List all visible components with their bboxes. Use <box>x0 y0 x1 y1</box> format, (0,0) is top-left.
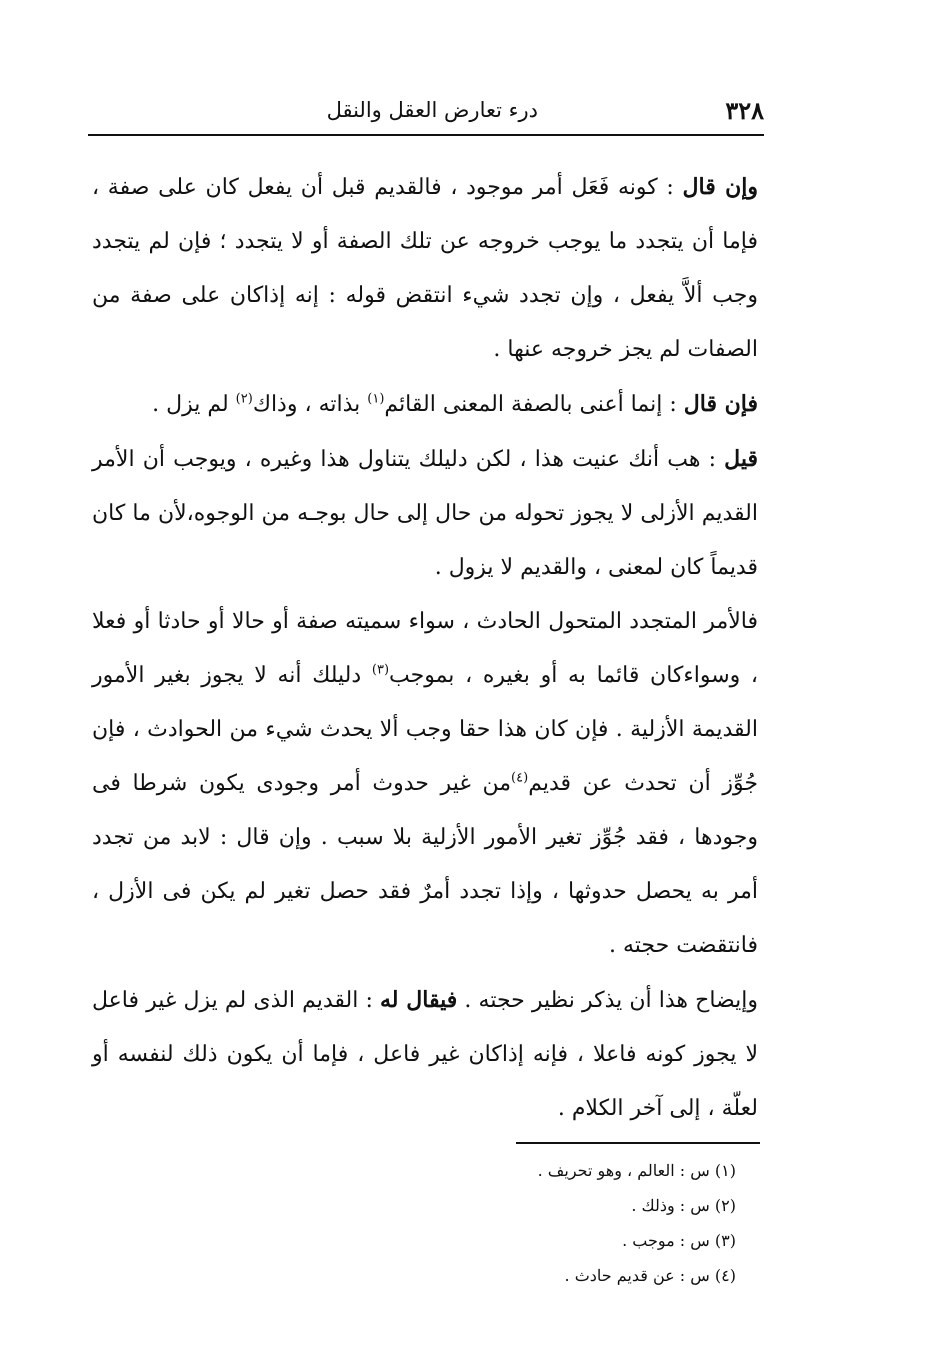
footnote-text: س : العالم ، وهو تحريف . <box>537 1161 710 1180</box>
footnote-text: س : وذلك . <box>631 1196 710 1215</box>
footnote-number: (٢) <box>714 1196 736 1215</box>
paragraph-text: : هب أنك عنيت هذا ، لكن دليلك يتناول هذا وغيره ، ويوجب أن الأمر القديم الأزلى لا يجوز تحوله من حال إلى حال بوجـه من الوجوه،لأن ما كان قديماً كان لمعنى ، والقديم لا يزول . <box>92 447 758 580</box>
paragraph-lead: قيل <box>724 446 758 472</box>
paragraph-lead: وإن قال <box>682 174 758 200</box>
footnote-text: س : عن قديم حادث . <box>564 1266 710 1285</box>
paragraph-2 <box>92 377 758 432</box>
footnote-number: (١) <box>714 1161 736 1180</box>
paragraph-4 <box>92 595 758 973</box>
footnote-ref-2: (٢) <box>235 391 253 407</box>
footnote-4 <box>400 1258 736 1293</box>
footnote-number: (٤) <box>714 1266 736 1285</box>
footnote-ref-1: (١) <box>367 391 385 407</box>
header-rule <box>88 134 764 136</box>
paragraph-text: : كونه فَعَل أمر موجود ، فالقديم قبل أن يفعل كان على صفة ، فإما أن يتجدد ما يوجب خروجه عن تلك الصفة أو لا يتجدد ؛ فإن لم يتجدد وجب ألاَّ يفعل ، وإن تجدد شيء انتقض قوله : إنه إذاكان على صفة من الصفات لم يجز خروجه عنها . <box>92 175 758 362</box>
paragraph-lead: فيقال له <box>380 987 458 1013</box>
footnote-1 <box>400 1153 736 1188</box>
paragraph-text: لم يزل . <box>152 392 229 417</box>
paragraph-5 <box>92 973 758 1136</box>
page-number: ٣٢٨ <box>725 96 764 125</box>
paragraph-text: دليلك أنه لا يجوز بغير الأمور القديمة الأزلية . فإن كان هذا حقا وجب ألا يحدث شيء من الحوادث ، فإن جُوِّز أن تحدث عن قديم <box>92 663 758 796</box>
paragraph-text: من غير حدوث أمر وجودى يكون شرطا فى وجودها ، فقد جُوِّز تغير الأمور الأزلية بلا سبب . وإن قال : لابد من تجدد أمر به يحصل حدوثها ، وإذا تجدد أمرٌ فقد حصل تغير لم يكن فى الأزل ، فانتقضت حجته . <box>92 771 758 958</box>
paragraph-text: وإيضاح هذا أن يذكر نظير حجته . <box>464 988 758 1013</box>
main-text <box>92 160 758 1136</box>
footnote-3 <box>400 1223 736 1258</box>
paragraph-lead: فإن قال <box>683 391 758 417</box>
footnote-number: (٣) <box>714 1231 736 1250</box>
footnote-2 <box>400 1188 736 1223</box>
footnote-ref-3: (٣) <box>371 662 390 678</box>
paragraph-text: : إنما أعنى بالصفة المعنى القائم <box>384 392 677 417</box>
footnotes <box>400 1153 736 1293</box>
footnote-text: س : موجب . <box>622 1231 710 1250</box>
paragraph-text: بذاته ، وذاك <box>252 392 361 417</box>
footnote-rule <box>516 1142 760 1144</box>
paragraph-3 <box>92 432 758 595</box>
footnote-ref-4: (٤) <box>511 770 529 786</box>
page-header <box>88 92 764 126</box>
paragraph-1 <box>92 160 758 377</box>
paragraph-text: فالأمر المتجدد المتحول الحادث ، سواء سميته صفة أو حالا أو حادثا أو فعلا ، وسواءكان قائما به أو بغيره ، بموجب <box>92 609 759 688</box>
running-title: درء تعارض العقل والنقل <box>326 98 538 122</box>
paragraph-text: : القديم الذى لم يزل غير فاعل لا يجوز كونه فاعلا ، فإنه إذاكان غير فاعل ، فإما أن يكون ذلك لنفسه أو لعلّة ، إلى آخر الكلام . <box>92 988 758 1121</box>
